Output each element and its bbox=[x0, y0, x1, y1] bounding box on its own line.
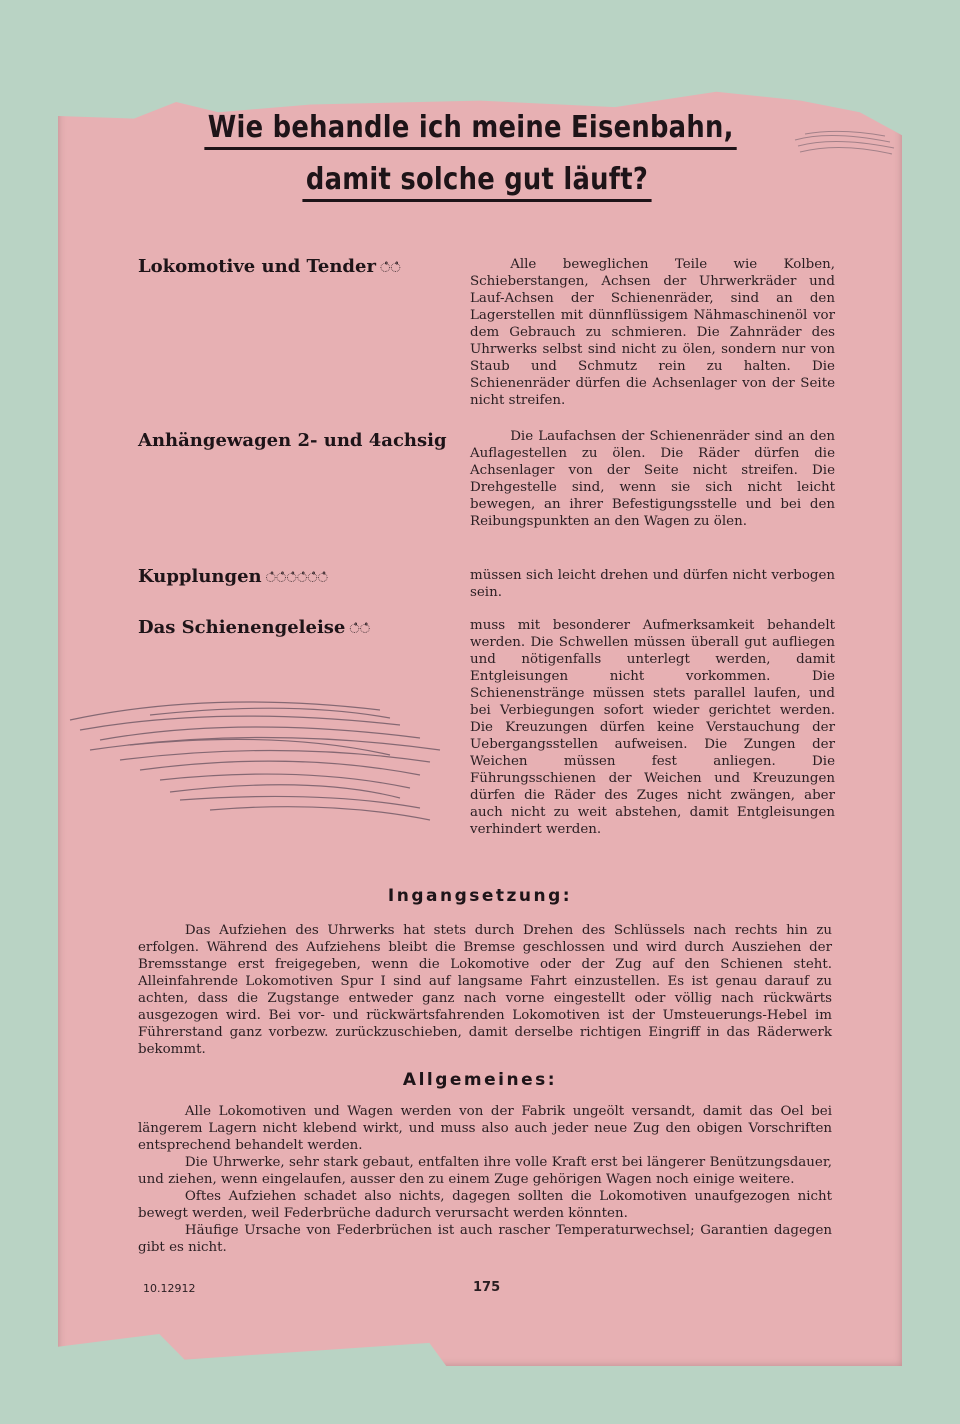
print-code: 10.12912 bbox=[143, 1282, 196, 1295]
section-label-schienengeleise bbox=[138, 617, 369, 638]
section-label-anhaengewagen bbox=[138, 430, 451, 451]
section-body-kupplungen: müssen sich leicht drehen und dürfen nicht verbogen sein. bbox=[470, 568, 835, 600]
title-line-1: Wie behandle ich meine Eisenbahn, bbox=[205, 110, 738, 150]
section-label-lokomotive bbox=[138, 256, 400, 277]
pencil-scribble bbox=[60, 680, 460, 830]
allgemeines-paragraph: Häufige Ursache von Federbrüchen ist auch rascher Temperaturwechsel; Garantien dagegen gibt es nicht. bbox=[138, 1223, 832, 1255]
section-body-anhaengewagen: Die Laufachsen der Schienenräder sind an den Auflagestellen zu ölen. Die Räder dürfen die Achsenlager von der Seite nicht streifen. Die Drehgestelle sind, wenn sie sich nicht leicht bewegen, an ihrer Befestigungsstelle und bei den Reibungspunkten an den Wagen zu ölen. bbox=[470, 429, 835, 529]
heading-allgemeines: Allgemeines: bbox=[402, 1070, 558, 1090]
section-label-text: Anhängewagen 2- und 4achsig bbox=[138, 430, 447, 451]
heading-ingangsetzung: Ingangsetzung: bbox=[387, 886, 573, 906]
ornament: ഀഀഀഀ bbox=[379, 261, 400, 276]
title-line-2: damit solche gut läuft? bbox=[302, 162, 651, 202]
section-body-schienengeleise: muss mit besonderer Aufmerksamkeit behandelt werden. Die Schwellen müssen überall gut aufliegen und nötigenfalls unterlegt werden, damit Entgleisungen nicht vorkommen. Die Schienenstränge müssen stets parallel laufen, und bei Verbiegungen sofort wieder gerichtet werden. Die Kreuzungen dürfen keine Verstauchung der Uebergangsstellen aufweisen. Die Zungen der Weichen müssen fest anliegen. Die Führungsschienen der Weichen und Kreuzungen dürfen die Räder des Zuges nicht zwängen, aber auch nicht zu weit abstehen, damit Entgleisungen verhindert werden. bbox=[470, 618, 835, 837]
allgemeines-block bbox=[138, 1103, 832, 1256]
document-title bbox=[0, 110, 960, 202]
section-label-text: Lokomotive und Tender bbox=[138, 256, 376, 277]
ornament: ഀഀഀഀ bbox=[349, 622, 370, 637]
section-body-lokomotive: Alle beweglichen Teile wie Kolben, Schieberstangen, Achsen der Uhrwerkräder und Lauf-Achsen der Schienenräder, sind an den Lagerstellen mit dünnflüssigem Nähmaschinenöl vor dem Gebrauch zu schmieren. Die Zahnräder des Uhrwerks selbst sind nicht zu ölen, sondern nur von Staub und Schmutz rein zu halten. Die Schienenräder dürfen die Achsenlager von der Seite nicht streifen. bbox=[470, 257, 835, 408]
allgemeines-paragraph: Alle Lokomotiven und Wagen werden von der Fabrik ungeölt versandt, damit das Oel bei längerem Lagern nicht klebend wirkt, und muss also auch jeder neue Zug den obigen Vorschriften entsprechend behandelt werden. bbox=[138, 1104, 832, 1153]
ornament: ഀഀഀഀഀഀഀഀഀഀഀഀ bbox=[265, 571, 328, 586]
allgemeines-paragraph: Oftes Aufziehen schadet also nichts, dagegen sollten die Lokomotiven unaufgezogen nicht bewegt werden, weil Federbrüche dadurch verursacht werden könnten. bbox=[138, 1189, 832, 1221]
paragraph-ingangsetzung: Das Aufziehen des Uhrwerks hat stets durch Drehen des Schlüssels nach rechts hin zu erfolgen. Während des Aufziehens bleibt die Bremse geschlossen und wird durch Ausziehen der Bremsstange erst freigegeben, wenn die Lokomotive oder der Zug auf den Schienen steht. Alleinfahrende Lokomotiven Spur I sind auf langsame Fahrt einzustellen. Es ist genau darauf zu achten, dass die Zugstange entweder ganz nach vorne eingestellt oder völlig nach rückwärts ausgezogen wird. Bei vor- und rückwärtsfahrenden Lokomotiven ist der Umsteuerungs-Hebel im Führerstand ganz vorbezw. zurückzuschieben, damit derselbe richtigen Eingriff in das Räderwerk bekommt. bbox=[138, 923, 832, 1057]
allgemeines-paragraph: Die Uhrwerke, sehr stark gebaut, entfalten ihre volle Kraft erst bei längerer Benützungsdauer, und ziehen, wenn eingelaufen, ausser den zu einem Zuge gehörigen Wagen noch einige weitere. bbox=[138, 1155, 832, 1187]
section-label-kupplungen bbox=[138, 566, 327, 587]
section-label-text: Das Schienengeleise bbox=[138, 617, 346, 638]
page-number: 175 bbox=[473, 1280, 501, 1295]
section-label-text: Kupplungen bbox=[138, 566, 262, 587]
